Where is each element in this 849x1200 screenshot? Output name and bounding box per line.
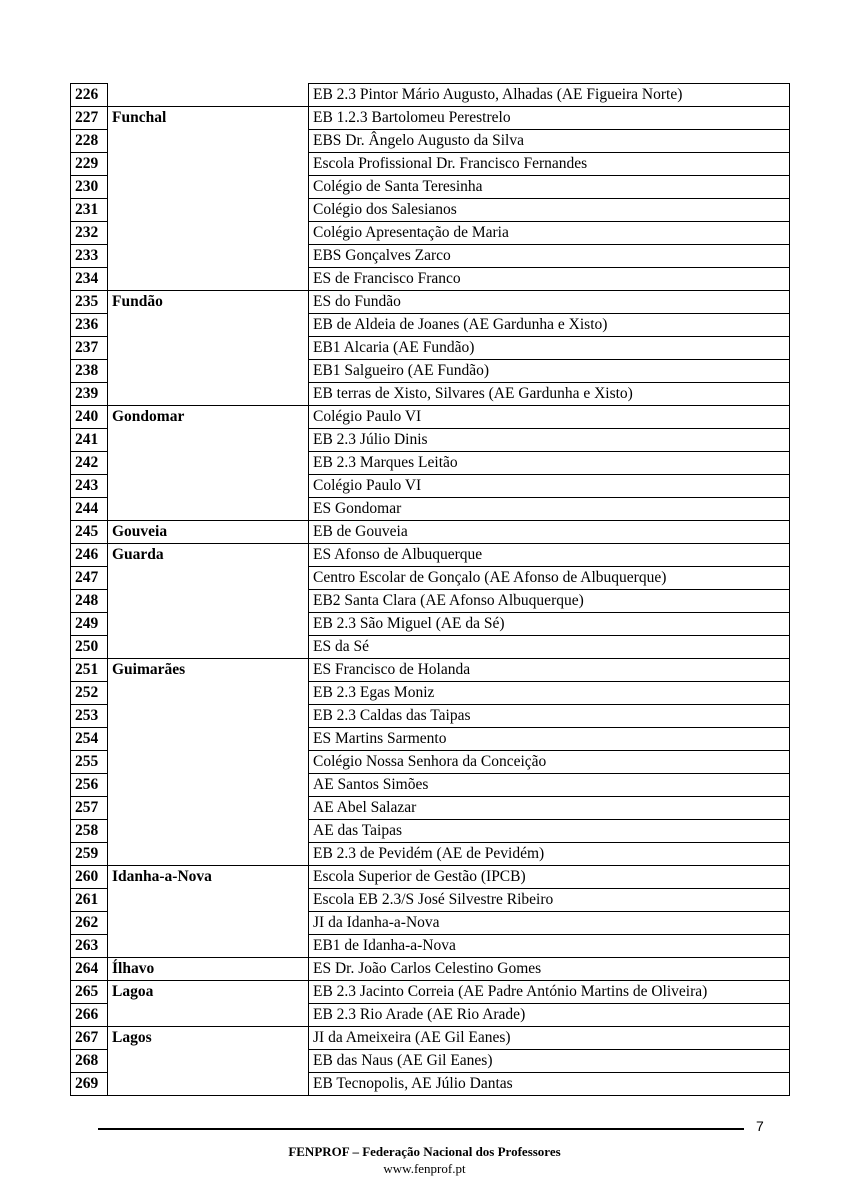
school-cell: EBS Gonçalves Zarco [309, 245, 790, 268]
row-number: 239 [71, 383, 108, 406]
city-cell [108, 337, 309, 360]
school-cell: Colégio dos Salesianos [309, 199, 790, 222]
city-cell [108, 682, 309, 705]
school-cell: EB das Naus (AE Gil Eanes) [309, 1050, 790, 1073]
school-cell: Centro Escolar de Gonçalo (AE Afonso de Albuquerque) [309, 567, 790, 590]
table-row [71, 130, 790, 153]
table-row [71, 1004, 790, 1027]
city-cell: Idanha-a-Nova [108, 866, 309, 889]
table-row [71, 912, 790, 935]
city-cell [108, 153, 309, 176]
school-cell: EB Tecnopolis, AE Júlio Dantas [309, 1073, 790, 1096]
table-row [71, 728, 790, 751]
city-cell [108, 199, 309, 222]
city-cell: Fundão [108, 291, 309, 314]
school-cell: ES do Fundão [309, 291, 790, 314]
school-cell: EB1 Alcaria (AE Fundão) [309, 337, 790, 360]
city-cell [108, 84, 309, 107]
row-number: 227 [71, 107, 108, 130]
table-row [71, 84, 790, 107]
school-cell: AE das Taipas [309, 820, 790, 843]
row-number: 251 [71, 659, 108, 682]
row-number: 263 [71, 935, 108, 958]
city-cell [108, 636, 309, 659]
school-cell: EB2 Santa Clara (AE Afonso Albuquerque) [309, 590, 790, 613]
city-cell: Lagoa [108, 981, 309, 1004]
school-cell: ES Afonso de Albuquerque [309, 544, 790, 567]
school-cell: EBS Dr. Ângelo Augusto da Silva [309, 130, 790, 153]
school-cell: JI da Idanha-a-Nova [309, 912, 790, 935]
city-cell [108, 1073, 309, 1096]
row-number: 234 [71, 268, 108, 291]
row-number: 240 [71, 406, 108, 429]
city-cell [108, 360, 309, 383]
footer-website: www.fenprof.pt [383, 1161, 466, 1176]
table-row [71, 958, 790, 981]
city-cell [108, 176, 309, 199]
table-row [71, 1050, 790, 1073]
row-number: 226 [71, 84, 108, 107]
school-cell: JI da Ameixeira (AE Gil Eanes) [309, 1027, 790, 1050]
city-cell [108, 820, 309, 843]
table-row [71, 613, 790, 636]
school-cell: EB de Aldeia de Joanes (AE Gardunha e Xisto) [309, 314, 790, 337]
city-cell [108, 567, 309, 590]
school-cell: EB 2.3 Rio Arade (AE Rio Arade) [309, 1004, 790, 1027]
table-row [71, 406, 790, 429]
city-cell: Lagos [108, 1027, 309, 1050]
city-cell [108, 429, 309, 452]
table-row [71, 567, 790, 590]
city-cell [108, 1004, 309, 1027]
table-row [71, 751, 790, 774]
table-body [71, 84, 790, 1096]
school-cell: Escola Profissional Dr. Francisco Fernandes [309, 153, 790, 176]
table-row [71, 199, 790, 222]
city-cell [108, 751, 309, 774]
row-number: 255 [71, 751, 108, 774]
table-row [71, 521, 790, 544]
table-row [71, 889, 790, 912]
city-cell [108, 774, 309, 797]
city-cell: Guarda [108, 544, 309, 567]
city-cell [108, 222, 309, 245]
table-row [71, 843, 790, 866]
school-cell: EB terras de Xisto, Silvares (AE Gardunha e Xisto) [309, 383, 790, 406]
city-cell: Funchal [108, 107, 309, 130]
schools-table [70, 83, 790, 1096]
table-row [71, 268, 790, 291]
row-number: 228 [71, 130, 108, 153]
school-cell: EB 2.3 Marques Leitão [309, 452, 790, 475]
table-row [71, 429, 790, 452]
city-cell [108, 590, 309, 613]
city-cell: Ílhavo [108, 958, 309, 981]
row-number: 269 [71, 1073, 108, 1096]
row-number: 231 [71, 199, 108, 222]
row-number: 261 [71, 889, 108, 912]
city-cell [108, 314, 309, 337]
city-cell [108, 1050, 309, 1073]
row-number: 246 [71, 544, 108, 567]
row-number: 268 [71, 1050, 108, 1073]
row-number: 233 [71, 245, 108, 268]
city-cell [108, 245, 309, 268]
row-number: 232 [71, 222, 108, 245]
table-row [71, 314, 790, 337]
table-row [71, 705, 790, 728]
row-number: 244 [71, 498, 108, 521]
city-cell [108, 475, 309, 498]
row-number: 252 [71, 682, 108, 705]
table-row [71, 774, 790, 797]
city-cell [108, 728, 309, 751]
school-cell: EB 2.3 Egas Moniz [309, 682, 790, 705]
table-row [71, 866, 790, 889]
city-cell [108, 383, 309, 406]
school-cell: ES Francisco de Holanda [309, 659, 790, 682]
row-number: 259 [71, 843, 108, 866]
row-number: 262 [71, 912, 108, 935]
row-number: 260 [71, 866, 108, 889]
school-cell: Colégio Nossa Senhora da Conceição [309, 751, 790, 774]
city-cell [108, 613, 309, 636]
table-row [71, 475, 790, 498]
row-number: 242 [71, 452, 108, 475]
school-cell: Colégio Apresentação de Maria [309, 222, 790, 245]
school-cell: EB 2.3 Pintor Mário Augusto, Alhadas (AE Figueira Norte) [309, 84, 790, 107]
city-cell [108, 705, 309, 728]
footer-organization: FENPROF – Federação Nacional dos Professores [288, 1144, 561, 1159]
table-row [71, 797, 790, 820]
table-row [71, 383, 790, 406]
school-cell: Escola EB 2.3/S José Silvestre Ribeiro [309, 889, 790, 912]
city-cell [108, 843, 309, 866]
row-number: 266 [71, 1004, 108, 1027]
city-cell [108, 889, 309, 912]
table-row [71, 245, 790, 268]
row-number: 265 [71, 981, 108, 1004]
row-number: 256 [71, 774, 108, 797]
row-number: 236 [71, 314, 108, 337]
table-row [71, 452, 790, 475]
school-cell: EB 1.2.3 Bartolomeu Perestrelo [309, 107, 790, 130]
school-cell: ES Martins Sarmento [309, 728, 790, 751]
row-number: 257 [71, 797, 108, 820]
row-number: 250 [71, 636, 108, 659]
row-number: 230 [71, 176, 108, 199]
school-cell: AE Abel Salazar [309, 797, 790, 820]
table-row [71, 1027, 790, 1050]
table-row [71, 176, 790, 199]
footer-divider [98, 1128, 744, 1130]
row-number: 238 [71, 360, 108, 383]
school-cell: ES de Francisco Franco [309, 268, 790, 291]
row-number: 264 [71, 958, 108, 981]
row-number: 249 [71, 613, 108, 636]
city-cell: Gouveia [108, 521, 309, 544]
row-number: 254 [71, 728, 108, 751]
school-cell: AE Santos Simões [309, 774, 790, 797]
city-cell: Gondomar [108, 406, 309, 429]
row-number: 243 [71, 475, 108, 498]
school-cell: Colégio Paulo VI [309, 475, 790, 498]
table-row [71, 682, 790, 705]
row-number: 247 [71, 567, 108, 590]
table-row [71, 107, 790, 130]
page-number: 7 [756, 1118, 764, 1134]
city-cell [108, 912, 309, 935]
city-cell: Guimarães [108, 659, 309, 682]
table-row [71, 1073, 790, 1096]
row-number: 229 [71, 153, 108, 176]
row-number: 267 [71, 1027, 108, 1050]
table-row [71, 935, 790, 958]
table-row [71, 498, 790, 521]
row-number: 258 [71, 820, 108, 843]
school-cell: EB1 de Idanha-a-Nova [309, 935, 790, 958]
table-row [71, 544, 790, 567]
school-cell: EB 2.3 São Miguel (AE da Sé) [309, 613, 790, 636]
table-row [71, 337, 790, 360]
school-cell: ES Dr. João Carlos Celestino Gomes [309, 958, 790, 981]
table-row [71, 636, 790, 659]
table-row [71, 291, 790, 314]
row-number: 253 [71, 705, 108, 728]
row-number: 235 [71, 291, 108, 314]
school-cell: EB de Gouveia [309, 521, 790, 544]
school-cell: EB 2.3 de Pevidém (AE de Pevidém) [309, 843, 790, 866]
school-cell: Colégio Paulo VI [309, 406, 790, 429]
row-number: 245 [71, 521, 108, 544]
city-cell [108, 797, 309, 820]
table-row [71, 820, 790, 843]
school-cell: ES Gondomar [309, 498, 790, 521]
school-cell: Escola Superior de Gestão (IPCB) [309, 866, 790, 889]
city-cell [108, 452, 309, 475]
school-cell: ES da Sé [309, 636, 790, 659]
school-cell: EB 2.3 Júlio Dinis [309, 429, 790, 452]
city-cell [108, 130, 309, 153]
table-row [71, 981, 790, 1004]
table-row [71, 153, 790, 176]
school-cell: Colégio de Santa Teresinha [309, 176, 790, 199]
school-cell: EB1 Salgueiro (AE Fundão) [309, 360, 790, 383]
row-number: 237 [71, 337, 108, 360]
table-row [71, 360, 790, 383]
table-row [71, 659, 790, 682]
table-row [71, 222, 790, 245]
city-cell [108, 268, 309, 291]
school-cell: EB 2.3 Caldas das Taipas [309, 705, 790, 728]
city-cell [108, 498, 309, 521]
row-number: 241 [71, 429, 108, 452]
city-cell [108, 935, 309, 958]
school-cell: EB 2.3 Jacinto Correia (AE Padre António Martins de Oliveira) [309, 981, 790, 1004]
table-row [71, 590, 790, 613]
row-number: 248 [71, 590, 108, 613]
